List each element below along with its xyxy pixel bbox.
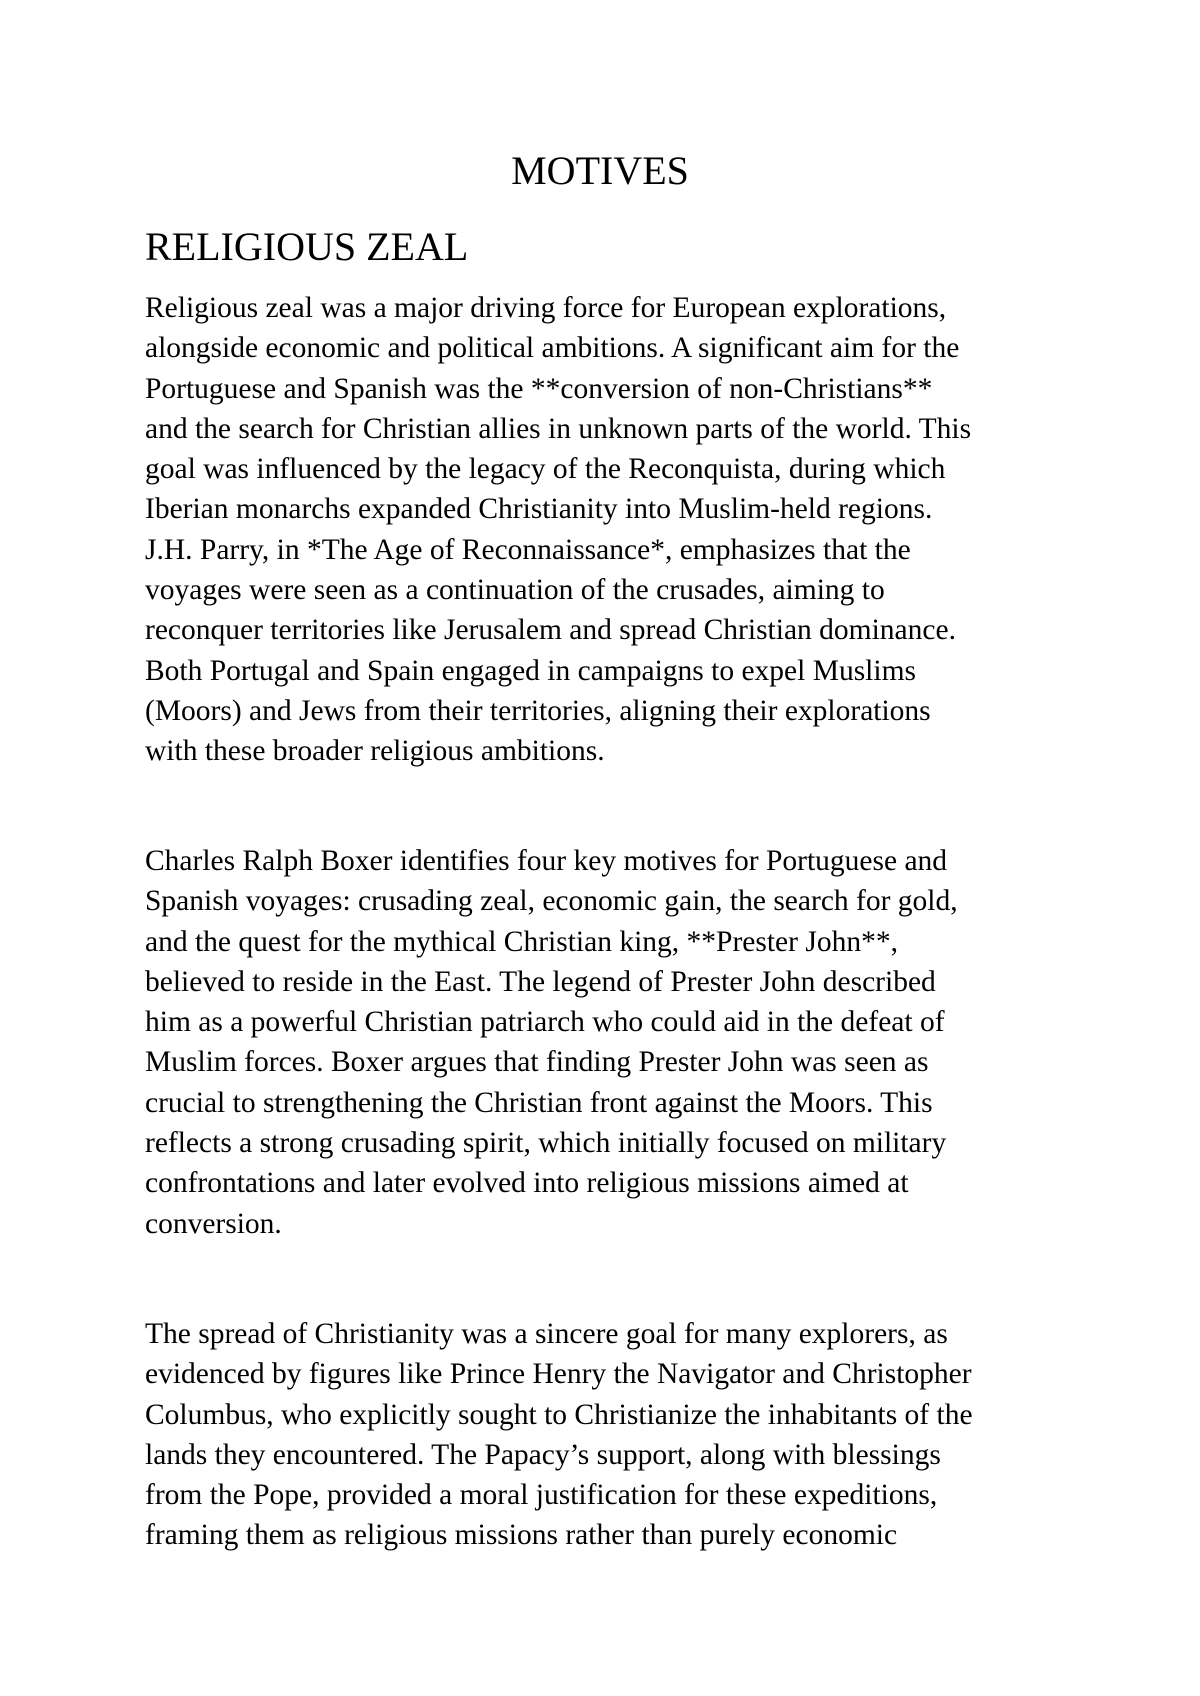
text-line: and the search for Christian allies in unknown parts of the world. This	[145, 412, 972, 445]
text-line: The spread of Christianity was a sincere goal for many explorers, as	[145, 1318, 948, 1350]
text-line: lands they encountered. The Papacy’s support, along with blessings	[145, 1438, 941, 1471]
text-line: Spanish voyages: crusading zeal, economic gain, the search for gold,	[145, 885, 958, 918]
text-line: reflects a strong crusading spirit, which initially focused on military	[145, 1127, 947, 1160]
text-line: voyages were seen as a continuation of the crusades, aiming to	[145, 574, 885, 607]
text-line: and the quest for the mythical Christian king, **Prester John**,	[145, 925, 898, 958]
text-line: J.H. Parry, in *The Age of Reconnaissance*, emphasizes that the	[145, 533, 911, 566]
text-line: conversion.	[145, 1207, 282, 1240]
text-line: Columbus, who explicitly sought to Christianize the inhabitants of the	[145, 1398, 973, 1431]
text-line: crucial to strengthening the Christian front against the Moors. This	[145, 1086, 933, 1119]
paragraph	[145, 841, 958, 1244]
text-line: Both Portugal and Spain engaged in campaigns to expel Muslims	[145, 654, 916, 687]
text-line: goal was influenced by the legacy of the Reconquista, during which	[145, 453, 946, 486]
text-line: Portuguese and Spanish was the **conversion of non-Christians**	[145, 372, 933, 405]
text-line: from the Pope, provided a moral justification for these expeditions,	[145, 1479, 938, 1512]
text-line: framing them as religious missions rather than purely economic	[145, 1519, 898, 1552]
text-line: with these broader religious ambitions.	[145, 735, 605, 768]
text-line: him as a powerful Christian patriarch who could aid in the defeat of	[145, 1006, 945, 1039]
text-line: (Moors) and Jews from their territories, aligning their explorations	[145, 694, 931, 727]
text-line: evidenced by figures like Prince Henry the Navigator and Christopher	[145, 1358, 972, 1391]
text-line: alongside economic and political ambitions. A significant aim for the	[145, 332, 960, 365]
paragraph	[145, 288, 971, 772]
text-line: confrontations and later evolved into religious missions aimed at	[145, 1167, 909, 1200]
document-title: MOTIVES	[511, 148, 689, 193]
text-line: Muslim forces. Boxer argues that finding Prester John was seen as	[145, 1046, 929, 1079]
text-line: believed to reside in the East. The legend of Prester John described	[145, 965, 936, 998]
text-line: Iberian monarchs expanded Christianity into Muslim-held regions.	[145, 493, 933, 526]
text-line: reconquer territories like Jerusalem and spread Christian dominance.	[145, 614, 956, 647]
paragraph	[145, 1314, 973, 1556]
section-heading: RELIGIOUS ZEAL	[145, 224, 469, 269]
text-line: Charles Ralph Boxer identifies four key motives for Portuguese and	[145, 845, 948, 877]
text-line: Religious zeal was a major driving force for European explorations,	[145, 292, 947, 324]
